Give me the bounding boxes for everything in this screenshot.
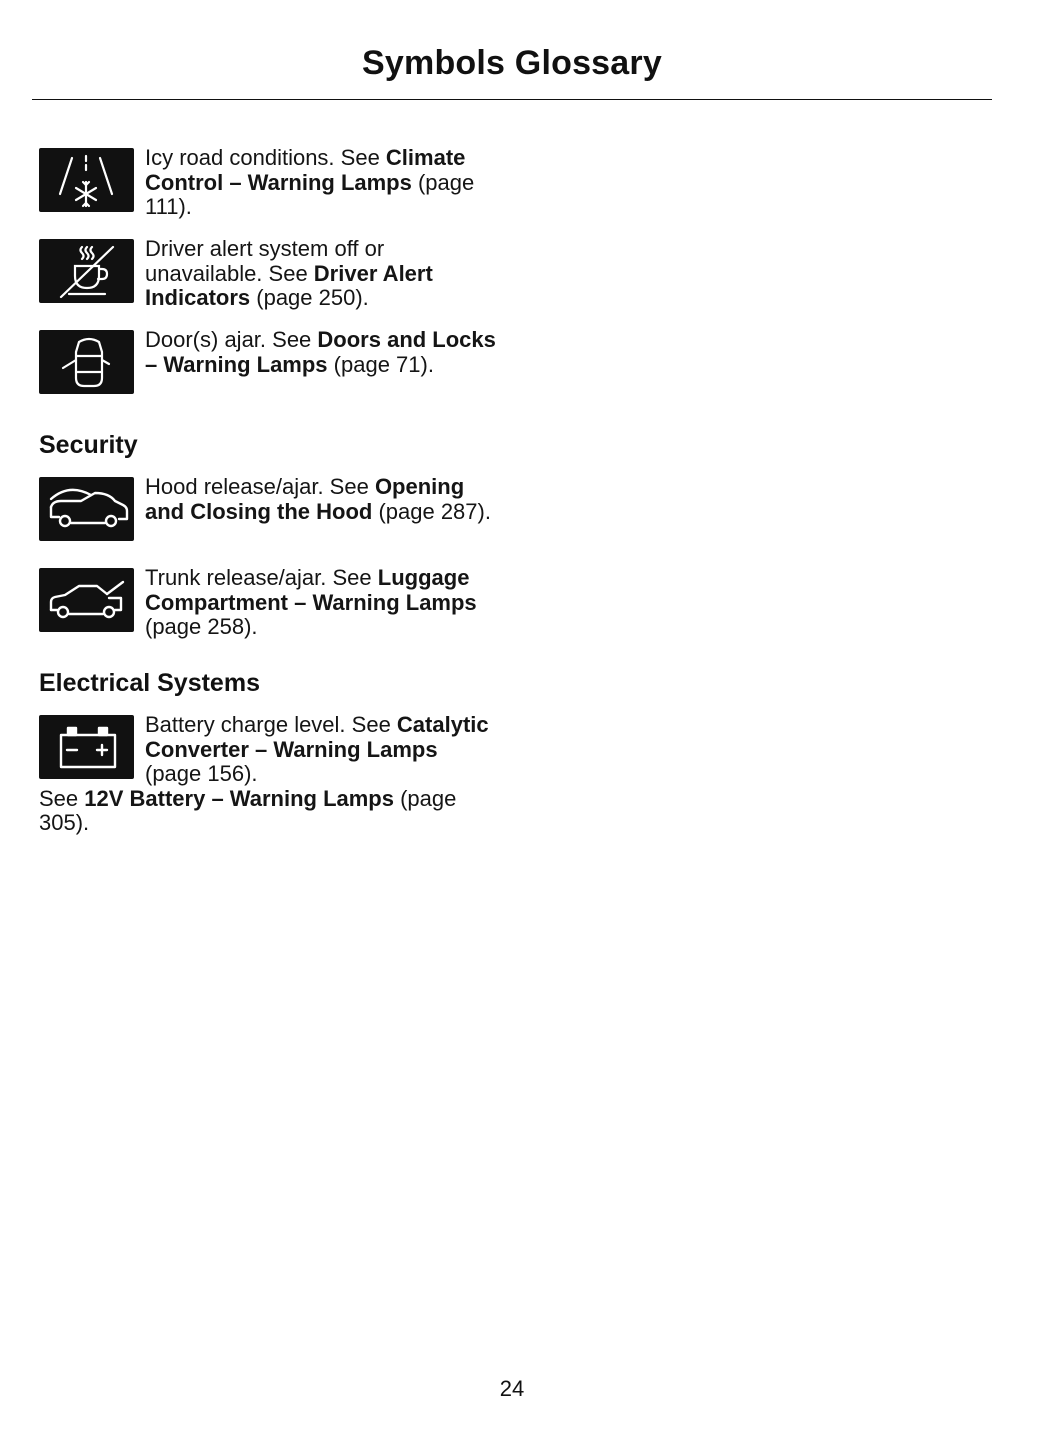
entry-additional-reference — [39, 787, 499, 836]
entry-reference: Climate Control – Warning Lamps — [145, 145, 466, 195]
section-heading-electrical: Electrical Systems — [39, 669, 260, 697]
entry-text: Driver alert system off or unavailable. See — [145, 236, 385, 286]
hood-ajar-icon — [39, 477, 134, 541]
page-number: 24 — [499, 1376, 525, 1401]
entry-page-ref: (page 287). — [372, 498, 491, 524]
door-ajar-icon — [39, 330, 134, 394]
entry-description — [145, 237, 499, 311]
driver-alert-off-icon — [39, 239, 134, 303]
entry-page-ref: (page 111). — [145, 169, 475, 219]
entry-reference: Catalytic Converter – Warning Lamps — [145, 712, 489, 762]
entry-description — [145, 475, 499, 524]
glossary-entry-driver-alert — [39, 237, 499, 311]
entry-reference: 12V Battery – Warning Lamps — [84, 785, 394, 811]
entry-page-ref: (page 156). — [145, 761, 258, 786]
icy-road-icon — [39, 148, 134, 212]
entry-page-ref: (page 305). — [39, 785, 457, 835]
glossary-entry-icy-road — [39, 146, 499, 220]
entry-text: Door(s) ajar. See — [145, 327, 318, 352]
entry-text: Hood release/ajar. See — [145, 474, 375, 499]
entry-reference: Doors and Locks – Warning Lamps — [145, 327, 496, 377]
entry-description — [145, 713, 499, 787]
entry-description — [145, 328, 499, 377]
entry-description — [145, 146, 499, 220]
entry-text: Trunk release/ajar. See — [145, 565, 378, 590]
entry-reference: Opening and Closing the Hood — [145, 474, 465, 524]
entry-reference: Driver Alert Indicators — [145, 260, 433, 310]
battery-icon — [39, 715, 134, 779]
entry-text: Icy road conditions. See — [145, 145, 386, 170]
page-title: Symbols Glossary — [362, 44, 662, 82]
entry-page-ref: (page 258). — [145, 614, 258, 639]
glossary-entry-trunk — [39, 566, 499, 640]
title-divider — [32, 99, 992, 100]
entry-text: Battery charge level. See — [145, 712, 397, 737]
entry-page-ref: (page 71). — [327, 351, 434, 377]
section-heading-security: Security — [39, 431, 138, 459]
entry-reference: Luggage Compartment – Warning Lamps — [145, 565, 477, 615]
glossary-entry-door-ajar — [39, 328, 499, 377]
glossary-entry-hood — [39, 475, 499, 524]
entry-text: See — [39, 785, 85, 811]
entry-description — [145, 566, 499, 640]
trunk-ajar-icon — [39, 568, 134, 632]
entry-page-ref: (page 250). — [250, 285, 369, 310]
glossary-entry-battery — [39, 713, 499, 836]
